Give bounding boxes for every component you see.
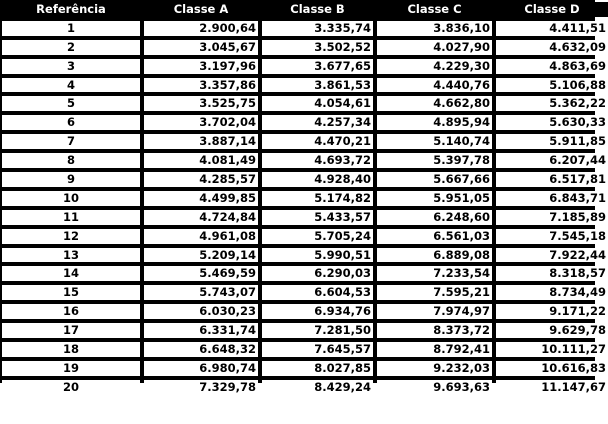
classe-c-cell: 8.373,72 <box>377 323 492 338</box>
classe-d-cell: 7.185,89 <box>496 210 608 225</box>
classe-a-cell: 3.197,96 <box>144 59 258 74</box>
classe-d-cell: 7.922,44 <box>496 248 608 263</box>
classe-b-cell: 4.470,21 <box>262 134 373 149</box>
classe-c-cell: 6.561,03 <box>377 229 492 244</box>
classe-d-cell: 8.734,49 <box>496 285 608 300</box>
classe-d-cell: 5.911,85 <box>496 134 608 149</box>
reference-cell: 20 <box>2 380 140 395</box>
classe-d-cell: 5.106,88 <box>496 78 608 93</box>
classe-a-cell: 4.499,85 <box>144 191 258 206</box>
classe-b-cell: 6.290,03 <box>262 266 373 281</box>
header-referencia: Referência <box>2 2 140 17</box>
classe-d-cell: 6.517,81 <box>496 172 608 187</box>
classe-c-cell: 4.027,90 <box>377 40 492 55</box>
reference-cell: 6 <box>2 115 140 130</box>
classe-c-cell: 7.974,97 <box>377 304 492 319</box>
classe-a-cell: 3.525,75 <box>144 96 258 111</box>
classe-b-cell: 3.861,53 <box>262 78 373 93</box>
classe-b-cell: 3.677,65 <box>262 59 373 74</box>
reference-cell: 18 <box>2 342 140 357</box>
reference-cell: 2 <box>2 40 140 55</box>
classe-b-cell: 3.502,52 <box>262 40 373 55</box>
classe-a-cell: 3.702,04 <box>144 115 258 130</box>
classe-a-cell: 5.469,59 <box>144 266 258 281</box>
reference-cell: 8 <box>2 153 140 168</box>
classe-c-cell: 9.693,63 <box>377 380 492 395</box>
classe-c-cell: 7.233,54 <box>377 266 492 281</box>
reference-cell: 17 <box>2 323 140 338</box>
classe-d-cell: 10.616,83 <box>496 361 608 376</box>
classe-d-cell: 5.362,22 <box>496 96 608 111</box>
classe-a-cell: 5.743,07 <box>144 285 258 300</box>
classe-b-cell: 7.281,50 <box>262 323 373 338</box>
classe-c-cell: 5.951,05 <box>377 191 492 206</box>
classe-b-cell: 5.433,57 <box>262 210 373 225</box>
classe-a-cell: 6.331,74 <box>144 323 258 338</box>
classe-c-cell: 6.248,60 <box>377 210 492 225</box>
reference-cell: 13 <box>2 248 140 263</box>
classe-d-cell: 5.630,33 <box>496 115 608 130</box>
classe-c-cell: 4.662,80 <box>377 96 492 111</box>
reference-cell: 3 <box>2 59 140 74</box>
classe-b-cell: 8.027,85 <box>262 361 373 376</box>
classe-a-cell: 3.045,67 <box>144 40 258 55</box>
classe-b-cell: 4.693,72 <box>262 153 373 168</box>
classe-b-cell: 7.645,57 <box>262 342 373 357</box>
classe-a-cell: 6.980,74 <box>144 361 258 376</box>
classe-b-cell: 6.604,53 <box>262 285 373 300</box>
classe-d-cell: 6.207,44 <box>496 153 608 168</box>
classe-d-cell: 4.632,09 <box>496 40 608 55</box>
classe-c-cell: 4.440,76 <box>377 78 492 93</box>
classe-d-cell: 10.111,27 <box>496 342 608 357</box>
classe-c-cell: 9.232,03 <box>377 361 492 376</box>
classe-a-cell: 5.209,14 <box>144 248 258 263</box>
classe-d-cell: 7.545,18 <box>496 229 608 244</box>
classe-c-cell: 7.595,21 <box>377 285 492 300</box>
classe-d-cell: 9.171,22 <box>496 304 608 319</box>
classe-c-cell: 4.229,30 <box>377 59 492 74</box>
classe-a-cell: 6.648,32 <box>144 342 258 357</box>
reference-cell: 10 <box>2 191 140 206</box>
classe-c-cell: 3.836,10 <box>377 21 492 36</box>
reference-cell: 12 <box>2 229 140 244</box>
reference-cell: 14 <box>2 266 140 281</box>
classe-a-cell: 4.961,08 <box>144 229 258 244</box>
classe-b-cell: 5.174,82 <box>262 191 373 206</box>
classe-a-cell: 4.724,84 <box>144 210 258 225</box>
classe-d-cell: 4.411,51 <box>496 21 608 36</box>
reference-cell: 9 <box>2 172 140 187</box>
classe-c-cell: 8.792,41 <box>377 342 492 357</box>
classe-a-cell: 4.081,49 <box>144 153 258 168</box>
classe-b-cell: 3.335,74 <box>262 21 373 36</box>
classe-d-cell: 6.843,71 <box>496 191 608 206</box>
reference-cell: 15 <box>2 285 140 300</box>
header-classe-c: Classe C <box>377 2 492 17</box>
classe-a-cell: 6.030,23 <box>144 304 258 319</box>
classe-c-cell: 6.889,08 <box>377 248 492 263</box>
reference-cell: 11 <box>2 210 140 225</box>
classe-b-cell: 6.934,76 <box>262 304 373 319</box>
classe-b-cell: 5.990,51 <box>262 248 373 263</box>
classe-c-cell: 4.895,94 <box>377 115 492 130</box>
classe-d-cell: 4.863,69 <box>496 59 608 74</box>
classe-c-cell: 5.140,74 <box>377 134 492 149</box>
header-classe-b: Classe B <box>262 2 373 17</box>
reference-cell: 1 <box>2 21 140 36</box>
classe-b-cell: 8.429,24 <box>262 380 373 395</box>
classe-d-cell: 8.318,57 <box>496 266 608 281</box>
classe-a-cell: 3.887,14 <box>144 134 258 149</box>
header-classe-a: Classe A <box>144 2 258 17</box>
classe-a-cell: 2.900,64 <box>144 21 258 36</box>
classe-a-cell: 3.357,86 <box>144 78 258 93</box>
reference-cell: 4 <box>2 78 140 93</box>
classe-d-cell: 9.629,78 <box>496 323 608 338</box>
classe-b-cell: 5.705,24 <box>262 229 373 244</box>
classe-b-cell: 4.054,61 <box>262 96 373 111</box>
reference-cell: 5 <box>2 96 140 111</box>
classe-a-cell: 4.285,57 <box>144 172 258 187</box>
classe-d-cell: 11.147,67 <box>496 380 608 395</box>
reference-cell: 7 <box>2 134 140 149</box>
reference-cell: 19 <box>2 361 140 376</box>
classe-b-cell: 4.928,40 <box>262 172 373 187</box>
classe-c-cell: 5.397,78 <box>377 153 492 168</box>
classe-a-cell: 7.329,78 <box>144 380 258 395</box>
reference-cell: 16 <box>2 304 140 319</box>
classe-b-cell: 4.257,34 <box>262 115 373 130</box>
classe-c-cell: 5.667,66 <box>377 172 492 187</box>
header-classe-d: Classe D <box>496 2 608 17</box>
